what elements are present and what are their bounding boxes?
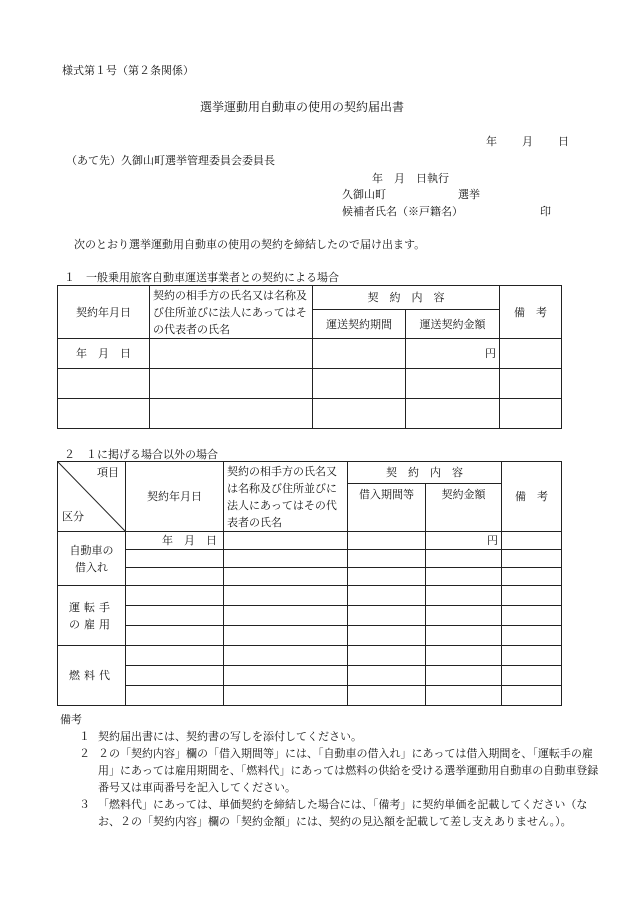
s2-c3r1-party[interactable] [224,646,348,666]
date-day: 日 [558,135,569,148]
section1-table [57,285,562,429]
s2-c2r2-amount[interactable] [426,606,502,626]
s2-c2r3-amount[interactable] [426,626,502,646]
s2-c1r3-period[interactable] [348,568,426,586]
note-item [62,728,602,745]
diag-top-label: 項目 [97,466,119,479]
s2-c3r3-remarks[interactable] [502,686,562,706]
s1-row3-amount[interactable] [406,399,500,429]
s2-c2r2-date[interactable] [126,606,224,626]
s2-c1-party[interactable] [224,532,348,550]
s2-c2r1-party[interactable] [224,586,348,606]
s2-diagonal-header [58,462,126,532]
s1-row1-period[interactable] [313,339,406,369]
notes-list [62,728,602,830]
s2-c1r2-period[interactable] [348,550,426,568]
s1-row1-amount[interactable]: 円 [406,339,500,369]
s2-c1-remarks[interactable] [502,532,562,550]
s2-c3r2-party[interactable] [224,666,348,686]
s2-header-party: 契約の相手方の氏名又は名称及び住所並びに法人にあってはその代表者の氏名 [224,462,348,532]
s1-row3-remarks[interactable] [500,399,562,429]
s2-c1-date[interactable]: 年 月 日 [126,532,224,550]
s1-row2-remarks[interactable] [500,369,562,399]
notes-heading: 備考 [60,713,82,726]
s2-c3r1-amount[interactable] [426,646,502,666]
s2-c2r2-period[interactable] [348,606,426,626]
s2-header-remarks: 備 考 [502,462,562,532]
s2-c1r2-date[interactable] [126,550,224,568]
s2-c1r3-date[interactable] [126,568,224,586]
s2-c1r3-party[interactable] [224,568,348,586]
s2-c1r2-party[interactable] [224,550,348,568]
s2-c3r2-remarks[interactable] [502,666,562,686]
section1-heading: １ 一般乗用旅客自動車運送事業者との契約による場合 [64,271,339,284]
s2-header-period: 借入期間等 [348,484,426,532]
s2-c2r3-party[interactable] [224,626,348,646]
s1-header-amount: 運送契約金額 [406,310,500,339]
note-number: １ [79,730,90,743]
note-number: ３ [79,798,90,811]
s1-row1-party[interactable] [150,339,313,369]
s2-c3r1-period[interactable] [348,646,426,666]
s2-c2r1-date[interactable] [126,586,224,606]
s2-c3r2-date[interactable] [126,666,224,686]
s2-c2r1-amount[interactable] [426,586,502,606]
s2-header-amount: 契約金額 [426,484,502,532]
note-text: 「燃料代」にあっては、単価契約を締結した場合には、「備考」に契約単価を記載してください（なお、２の「契約内容」欄の「契約金額」には、契約の見込額を記載して差し支えありません。）。 [98,798,588,828]
s2-c2r1-remarks[interactable] [502,586,562,606]
s2-c2r3-remarks[interactable] [502,626,562,646]
section2-heading: ２ １に掲げる場合以外の場合 [64,448,218,461]
s1-row3-date[interactable] [58,399,150,429]
intro-text: 次のとおり選挙運動用自動車の使用の契約を締結したので届け出ます。 [74,238,426,251]
candidate-label: 候補者氏名（※戸籍名） [342,205,463,218]
s1-row3-period[interactable] [313,399,406,429]
note-item [62,796,602,830]
s2-header-content: 契 約 内 容 [348,462,502,484]
s2-c3r3-amount[interactable] [426,686,502,706]
s1-row2-amount[interactable] [406,369,500,399]
s2-c2r3-date[interactable] [126,626,224,646]
date-month: 月 [522,135,533,148]
town-name: 久御山町 [342,188,386,201]
s2-c1r3-remarks[interactable] [502,568,562,586]
s2-header-date: 契約年月日 [126,462,224,532]
s2-c3r1-remarks[interactable] [502,646,562,666]
note-text: ２の「契約内容」欄の「借入期間等」には、「自動車の借入れ」にあっては借入期間を、「運転手の雇用」にあっては雇用期間を、「燃料代」にあっては燃料の供給を受ける選挙運動用自動車の自動車登録番号又は車両番号を記入してください。 [98,747,599,794]
s1-header-content: 契 約 内 容 [313,286,500,310]
s1-row1-date[interactable]: 年 月 日 [58,339,150,369]
s2-c1r3-amount[interactable] [426,568,502,586]
execution-date: 年 月 日執行 [372,172,449,185]
s2-c3r2-period[interactable] [348,666,426,686]
s1-header-period: 運送契約期間 [313,310,406,339]
s1-row2-party[interactable] [150,369,313,399]
s2-c3r3-date[interactable] [126,686,224,706]
s1-row3-party[interactable] [150,399,313,429]
section2-table [57,461,562,706]
s2-c3r3-period[interactable] [348,686,426,706]
s2-c2r2-party[interactable] [224,606,348,626]
note-item [62,745,602,796]
category-driver-hire: 運転手の雇用 [58,586,126,646]
s1-header-party: 契約の相手方の氏名又は名称及び住所並びに法人にあってはその代表者の氏名 [150,286,313,339]
s2-c3r2-amount[interactable] [426,666,502,686]
page-title: 選挙運動用自動車の使用の契約届出書 [200,100,405,114]
diag-bottom-label: 区分 [62,510,84,523]
date-year: 年 [486,135,497,148]
category-fuel: 燃料代 [58,646,126,706]
s1-row2-date[interactable] [58,369,150,399]
category-car-rental: 自動車の借入れ [58,532,126,586]
s2-c2r1-period[interactable] [348,586,426,606]
seal-mark: 印 [540,205,551,218]
note-text: 契約届出書には、契約書の写しを添付してください。 [98,730,362,743]
s2-c1-amount[interactable]: 円 [426,532,502,550]
s2-c1r2-remarks[interactable] [502,550,562,568]
election-label: 選挙 [458,188,480,201]
s2-c3r3-party[interactable] [224,686,348,706]
s2-c2r2-remarks[interactable] [502,606,562,626]
s2-c1r2-amount[interactable] [426,550,502,568]
s1-row2-period[interactable] [313,369,406,399]
addressee: （あて先）久御山町選挙管理委員会委員長 [66,154,275,167]
s2-c2r3-period[interactable] [348,626,426,646]
form-number: 様式第１号（第２条関係） [62,64,194,77]
note-number: ２ [79,747,90,760]
s2-c1-period[interactable] [348,532,426,550]
s1-header-remarks: 備 考 [500,286,562,339]
s1-row1-remarks[interactable] [500,339,562,369]
s1-header-date: 契約年月日 [58,286,150,339]
s2-c3r1-date[interactable] [126,646,224,666]
